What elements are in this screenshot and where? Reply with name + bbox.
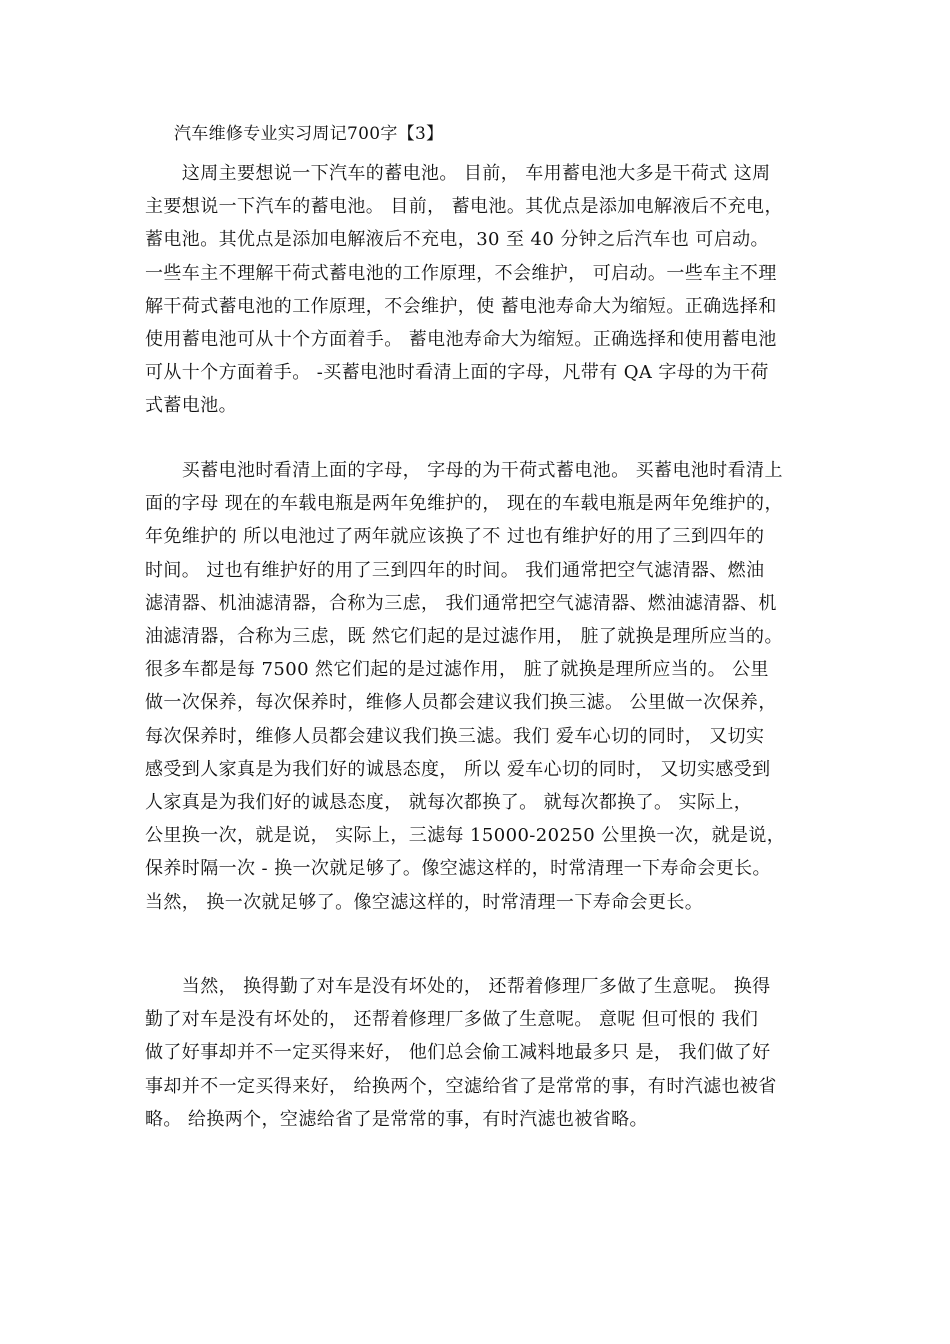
text-line: 可从十个方面着手。 -买蓄电池时看清上面的字母，凡带有 QA 字母的为干荷 xyxy=(145,362,769,384)
paragraph-3 xyxy=(145,970,815,1136)
text-line: 很多车都是每 7500 然它们起的是过滤作用， 脏了就换是理所应当的。 公里 xyxy=(145,659,769,681)
text-line: 主要想说一下汽车的蓄电池。 目前， 蓄电池。其优点是添加电解液后不充电， xyxy=(145,196,783,218)
text-line: 略。 给换两个，空滤给省了是常常的事，有时汽滤也被省略。 xyxy=(145,1108,648,1130)
text-line: 使用蓄电池可从十个方面着手。 蓄电池寿命大为缩短。正确选择和使用蓄电池 xyxy=(145,329,777,351)
paragraph-2 xyxy=(145,454,815,919)
text-line: 保养时隔一次 - 换一次就足够了。像空滤这样的，时常清理一下寿命会更长。 xyxy=(145,858,771,880)
text-line: 式蓄电池。 xyxy=(145,395,237,417)
text-line: 蓄电池。其优点是添加电解液后不充电，30 至 40 分钟之后汽车也 可启动。 xyxy=(145,229,769,251)
text-line: 解干荷式蓄电池的工作原理，不会维护，使 蓄电池寿命大为缩短。正确选择和 xyxy=(145,295,777,317)
text-line: 人家真是为我们好的诚恳态度， 就每次都换了。 就每次都换了。 实际上， xyxy=(145,792,753,814)
text-line: 当然， 换得勤了对车是没有坏处的， 还帮着修理厂多做了生意呢。 换得 xyxy=(145,976,771,997)
text-line: 做了好事却并不一定买得来好， 他们总会偷工减料地最多只 是， 我们做了好 xyxy=(145,1042,771,1064)
text-line: 油滤清器，合称为三虑，既 然它们起的是过滤作用， 脏了就换是理所应当的。 xyxy=(145,626,783,648)
text-line: 勤了对车是没有坏处的， 还帮着修理厂多做了生意呢。 意呢 但可恨的 我们 xyxy=(145,1009,759,1031)
text-line: 时间。 过也有维护好的用了三到四年的时间。 我们通常把空气滤清器、燃油 xyxy=(145,559,765,581)
text-line: 做一次保养，每次保养时，维修人员都会建议我们换三滤。 公里做一次保养， xyxy=(145,692,777,714)
text-line: 当然， 换一次就足够了。像空滤这样的，时常清理一下寿命会更长。 xyxy=(145,891,704,913)
text-line: 年免维护的 所以电池过了两年就应该换了不 过也有维护好的用了三到四年的 xyxy=(145,526,765,548)
text-line: 感受到人家真是为我们好的诚恳态度， 所以 爱车心切的同时， 又切实感受到 xyxy=(145,758,771,780)
text-line: 面的字母 现在的车载电瓶是两年免维护的， 现在的车载电瓶是两年免维护的， xyxy=(145,493,783,515)
document-title: 汽车维修专业实习周记700字【3】 xyxy=(174,124,444,144)
text-line: 事却并不一定买得来好， 给换两个，空滤给省了是常常的事，有时汽滤也被省 xyxy=(145,1075,777,1097)
text-line: 一些车主不理解干荷式蓄电池的工作原理，不会维护， 可启动。一些车主不理 xyxy=(145,262,777,284)
text-line: 公里换一次，就是说， 实际上，三滤每 15000-20250 公里换一次，就是说， xyxy=(145,825,786,847)
paragraph-1 xyxy=(145,157,815,423)
text-line: 滤清器、机油滤清器，合称为三虑， 我们通常把空气滤清器、燃油滤清器、机 xyxy=(145,592,777,614)
text-line: 每次保养时，维修人员都会建议我们换三滤。我们 爱车心切的同时， 又切实 xyxy=(145,725,765,747)
text-line: 买蓄电池时看清上面的字母， 字母的为干荷式蓄电池。 买蓄电池时看清上 xyxy=(145,460,783,481)
text-line: 这周主要想说一下汽车的蓄电池。 目前， 车用蓄电池大多是干荷式 这周 xyxy=(145,163,771,184)
